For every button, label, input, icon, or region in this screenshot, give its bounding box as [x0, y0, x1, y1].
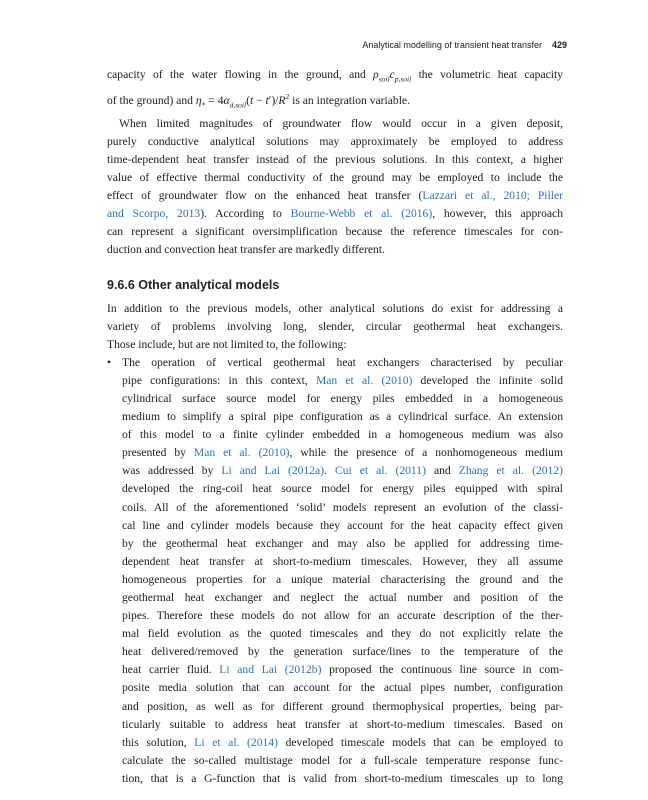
bullet-line-8: developed the ring-coil heat source model for energy piles equipped with spiral	[122, 482, 563, 496]
bullet-line-21: ticularly suitable to address heat transfer at short-to-medium timescales. Based on	[122, 717, 563, 731]
bullet-line-15: pipes. Therefore these models do not allow for an accurate description of the ther-	[122, 609, 563, 623]
p1-line-1: capacity of the water flowing in the ground, and $\rho_{soil}c_{p,soil}$ the volumetric heat capacity	[107, 68, 563, 84]
p1-line-2: of the ground) and $\eta_* = 4\alpha_{d,soil}(t - t')/R^2$ is an integration variable.	[107, 92, 410, 110]
p2-line-5: effect of groundwater flow on the enhanced heat transfer (Lazzari et al., 2010; Piller	[107, 189, 563, 203]
p2-line-8: duction and convection heat transfer are markedly different.	[107, 243, 385, 257]
section-title: Other analytical models	[138, 278, 280, 293]
bullet-marker: •	[107, 355, 112, 369]
bullet-line-7: was addressed by Li and Lai (2012a). Cui et al. (2011) and Zhang et al. (2012)	[122, 464, 563, 478]
formula-eta: $\eta_* = 4\alpha_{d,soil}(t - t')/R^2$	[195, 92, 290, 110]
bullet-line-16: mal field evolution as the quoted timescales and they do not explicitly relate the	[122, 627, 563, 641]
citation-li-lai-2012b[interactable]: Li and Lai (2012b)	[219, 663, 322, 677]
bullet-line-17: heat delivered/removed by the generation surface/lines to the temperature of the	[122, 645, 563, 659]
page-number: 429	[551, 40, 567, 50]
running-title: Analytical modelling of transient heat transfer	[362, 40, 542, 50]
bullet-line-24: tion, that is a G-function that is valid from short-to-medium timescales up to long	[122, 771, 563, 785]
formula-rho-c: $\rho_{soil}c_{p,soil}$	[373, 68, 412, 84]
citation-bourne-webb[interactable]: Bourne-Webb et al. (2016)	[290, 207, 433, 221]
bullet-line-4: medium to simplify a spiral pipe configuration as a cylindrical surface. An extension	[122, 410, 563, 424]
bullet-line-14: geothermal heat exchanger and neglect the actual number and position of the	[122, 591, 563, 605]
section-number: 9.6.6	[107, 278, 135, 293]
bullet-line-1: The operation of vertical geothermal heat exchangers characterised by peculiar	[122, 355, 563, 369]
bullet-line-12: dependent heat transfer at short-to-medium timescales. However, they all assume	[122, 554, 563, 568]
section-heading	[107, 276, 563, 294]
bullet-line-13: homogeneous properties for a unique material characterising the ground and the	[122, 572, 563, 586]
p2-line-7: can represent a significant oversimplification because the reference timescales for con-	[107, 225, 563, 239]
citation-zhang-2012[interactable]: Zhang et al. (2012)	[458, 464, 563, 478]
bullet-line-18: heat carrier fluid. Li and Lai (2012b) proposed the continuous line source in com-	[122, 663, 563, 677]
citation-man-2010[interactable]: Man et al. (2010)	[315, 373, 413, 387]
running-header	[300, 40, 567, 50]
p3-line-2: variety of problems involving long, slender, circular geothermal heat exchangers.	[107, 319, 563, 333]
p3-line-3: Those include, but are not limited to, the following:	[107, 337, 347, 351]
bullet-line-11: by the geothermal heat exchanger and may also be applied for addressing time-	[122, 536, 563, 550]
bullet-line-23: calculate the so-called multistage model for a full-scale temperature response func-	[122, 753, 563, 767]
bullet-line-9: coils. All of the aforementioned ‘solid’ models represent an evolution of the classi-	[122, 500, 563, 514]
bullet-line-2: pipe configurations: in this context, Man et al. (2010) developed the infinite solid	[122, 373, 564, 387]
p2-line-4: value of effective thermal conductivity of the ground may be employed to include the	[107, 170, 563, 184]
text-body	[107, 66, 563, 788]
bullet-item	[107, 354, 563, 788]
bullet-line-5: of this model to a finite cylinder embedded in a homogeneous medium was also	[122, 428, 563, 442]
citation-lazzari-piller[interactable]: Lazzari et al., 2010; Piller	[422, 189, 563, 203]
p2-line-3: time-dependent heat transfer instead of the previous solutions. In this context, a higher	[107, 152, 563, 166]
citation-li-lai-2012a[interactable]: Li and Lai (2012a)	[221, 464, 325, 478]
bullet-line-3: cylindrical surface source model for energy piles embedded in a homogeneous	[122, 391, 563, 405]
citation-piller-scorpo[interactable]: and Scorpo, 2013	[107, 207, 201, 221]
citation-li-2014[interactable]: Li et al. (2014)	[194, 735, 278, 749]
p3-line-1: In addition to the previous models, other analytical solutions do exist for addressing a	[107, 301, 563, 315]
bullet-line-19: posite media solution that can account for the actual pipes number, configuration	[122, 681, 563, 695]
bullet-line-20: and position, as well as for different ground thermophysical properties, being par-	[122, 699, 563, 713]
citation-cui-2011[interactable]: Cui et al. (2011)	[335, 464, 426, 478]
bullet-line-22: this solution, Li et al. (2014) developed timescale models that can be employed to	[122, 735, 564, 749]
citation-man-2010-b[interactable]: Man et al. (2010)	[193, 446, 290, 460]
bullet-line-6: presented by Man et al. (2010), while the presence of a nonhomogeneous medium	[122, 446, 563, 460]
p2-line-2: purely conductive analytical solutions may approximately be employed to address	[107, 134, 563, 148]
p2-line-6: and Scorpo, 2013). According to Bourne-Webb et al. (2016), however, this approach	[107, 207, 563, 221]
p2-line-1: When limited magnitudes of groundwater flow would occur in a given deposit,	[119, 116, 563, 130]
bullet-line-10: cal line and cylinder models because they account for the heat capacity effect given	[122, 518, 563, 532]
